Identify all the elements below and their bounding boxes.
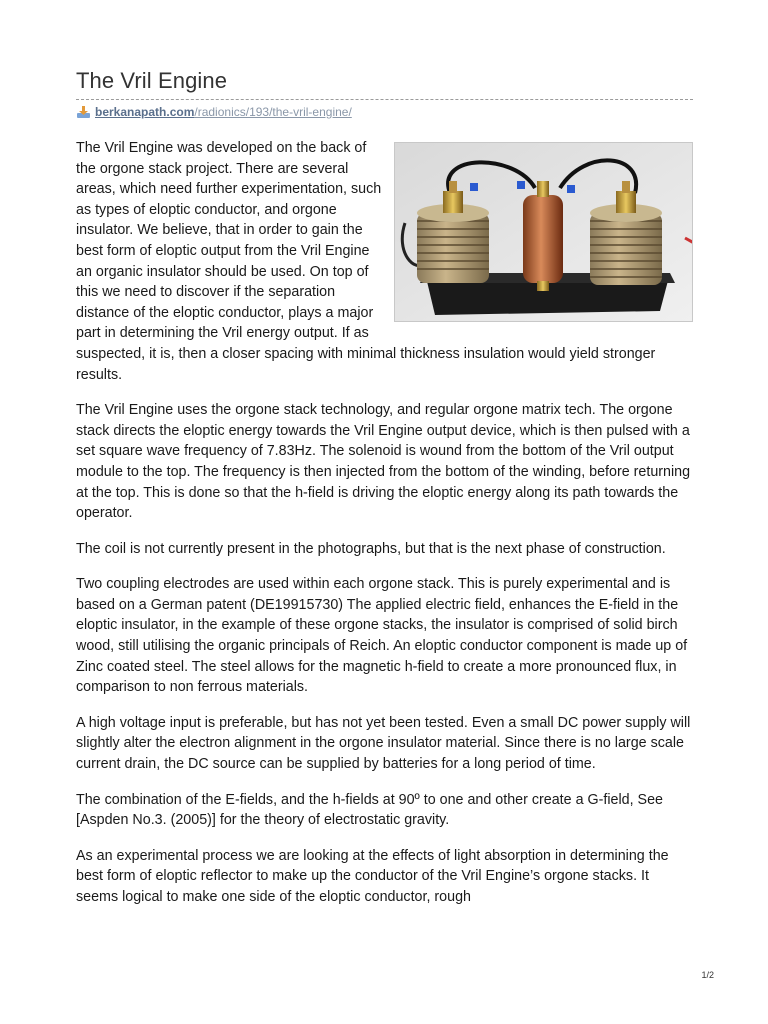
source-path[interactable]: /radionics/193/the-vril-engine/ [194, 105, 352, 119]
link-icon [76, 105, 91, 119]
source-domain[interactable]: berkanapath.com [95, 105, 195, 119]
paragraph: The Vril Engine uses the orgone stack technology, and regular orgone matrix tech. The orgone stack directs the eloptic energy towards the Vril Engine output device, which is then pulsed with a set square wave frequency of 7.83Hz. The solenoid is wound from the bottom of the Vril output module to the top. The frequency is then injected from the bottom of the winding, before returning at the top. This is done so that the h-field is driving the eloptic energy along its path towards the operator. [76, 402, 691, 522]
page-title: The Vril Engine [76, 68, 228, 93]
article-body [76, 138, 693, 908]
paragraph: The coil is not currently present in the photographs, but that is the next phase of construction. [76, 540, 666, 557]
paragraph: As an experimental process we are looking at the effects of light absorption in determining the best form of eloptic reflector to make up the conductor of the Vril Engine’s orgone stacks. It seems logical to make one side of the eloptic conductor, rough [76, 847, 669, 905]
page-number: 1/2 [701, 970, 714, 980]
vril-engine-photo [394, 142, 693, 322]
source-link[interactable] [76, 104, 693, 120]
article [76, 66, 693, 923]
paragraph: A high voltage input is preferable, but has not yet been tested. Even a small DC power supply will slightly alter the electron alignment in the orgone insulator material. Since there is no large scale current drain, the DC source can be supplied by batteries for a long period of time. [76, 714, 691, 773]
paragraph: Two coupling electrodes are used within each orgone stack. This is purely experimental and is based on a German patent (DE19915730) The applied electric field, enhances the E-field in the eloptic insulator, in the example of these orgone stacks, the insulator is comprised of solid birch wood, still utilising the organic principals of Reich. An eloptic conductor component is made up of Zinc coated steel. The steel allows for the magnetic h-field to create a more pronounced flux, in comparison to non ferrous materials. [76, 576, 688, 696]
title-divider [76, 99, 693, 100]
paragraph: The combination of the E-fields, and the h-fields at 90º to one and other create a G-field, See [Aspden No.3. (2005)] for the theory of electrostatic gravity. [76, 791, 663, 829]
paragraph: The Vril Engine was developed on the back of the orgone stack project. There are several areas, which need further experimentation, such as types of eloptic conductor, and orgone insulator. We believe, that in order to gain the best form of eloptic output from the Vril Engine an organic insulator should be used. On top of this we need to discover if the separation distance of the eloptic conductor, plays a major part in determining the Vril energy output. If as suspected, it is, then a closer spacing with minimal thickness insulation would yield stronger results. [76, 140, 656, 383]
